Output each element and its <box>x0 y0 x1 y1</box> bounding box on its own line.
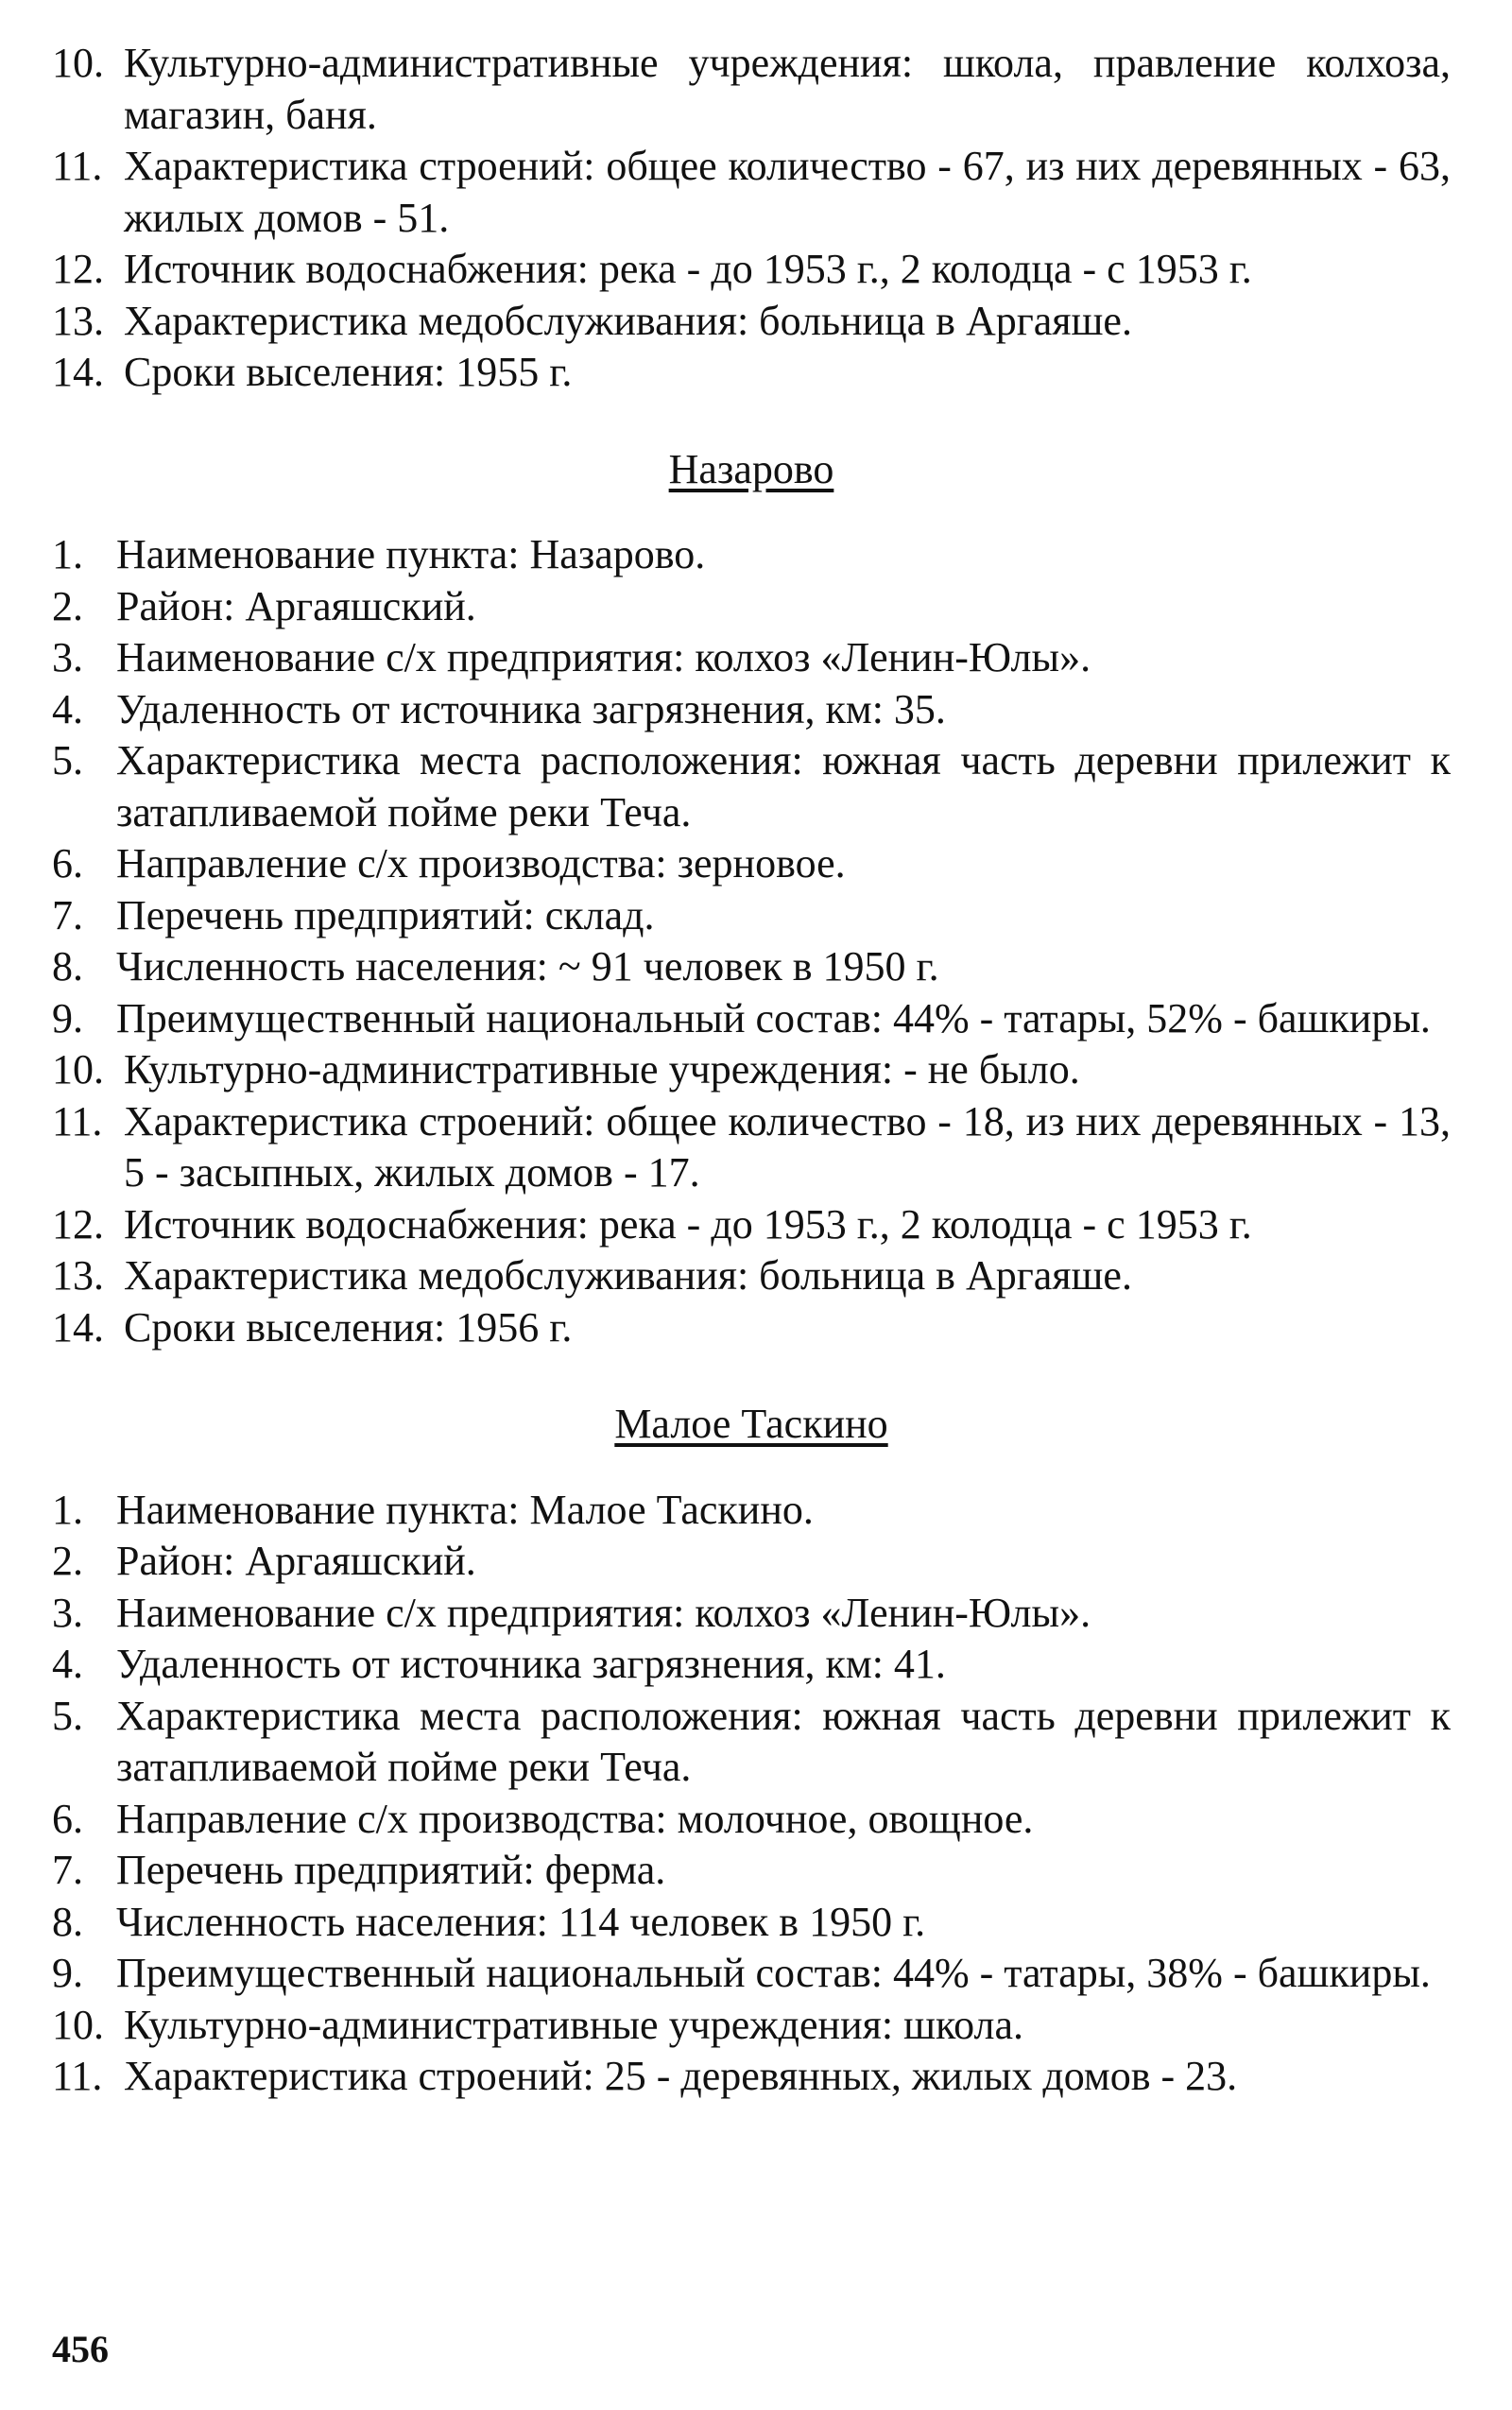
item-text: Характеристика строений: общее количество - 18, из них деревянных - 13, 5 - засыпных, жилых домов - 17. <box>124 1097 1451 1196</box>
item-text: Сроки выселения: 1956 г. <box>124 1303 573 1351</box>
item-text: Наименование пункта: Назарово. <box>116 531 706 577</box>
list-item <box>52 1302 1451 1354</box>
list-item <box>52 684 1451 736</box>
list-item <box>52 296 1451 348</box>
item-number: 4. <box>52 685 83 732</box>
list-item <box>52 1794 1451 1846</box>
item-number: 13. <box>52 297 104 344</box>
item-text: Преимущественный национальный состав: 44% - татары, 38% - башкиры. <box>116 1950 1431 1996</box>
item-number: 14. <box>52 349 104 395</box>
item-number: 14. <box>52 1303 104 1351</box>
list-item <box>52 244 1451 296</box>
list-item <box>52 1096 1451 1199</box>
item-text: Район: Аргаяшский. <box>116 1538 476 1584</box>
item-number: 10. <box>52 2001 104 2048</box>
item-number: 2. <box>52 1538 83 1584</box>
item-text: Преимущественный национальный состав: 44% - татары, 52% - башкиры. <box>116 994 1431 1041</box>
item-number: 3. <box>52 1589 83 1636</box>
section-title-maloe-taskino: Малое Таскино <box>614 1401 888 1447</box>
list-item <box>52 838 1451 890</box>
item-number: 13. <box>52 1252 104 1299</box>
item-number: 9. <box>52 994 83 1041</box>
item-number: 3. <box>52 634 83 680</box>
list-item <box>52 1639 1451 1691</box>
item-text: Перечень предприятий: ферма. <box>116 1847 666 1893</box>
list-item <box>52 1691 1451 1794</box>
item-text: Перечень предприятий: склад. <box>116 891 655 938</box>
list-item <box>52 347 1451 399</box>
list-item <box>52 529 1451 581</box>
item-text: Источник водоснабжения: река - до 1953 г., 2 колодца - с 1953 г. <box>124 246 1252 292</box>
page-number: 456 <box>52 2328 109 2370</box>
item-text: Характеристика строений: 25 - деревянных, жилых домов - 23. <box>124 2053 1238 2099</box>
item-text: Наименование с/х предприятия: колхоз «Ленин-Юлы». <box>116 1589 1091 1636</box>
item-number: 8. <box>52 1898 83 1945</box>
section-title-nazarovo: Назарово <box>668 445 834 492</box>
item-number: 4. <box>52 1641 83 1687</box>
item-text: Характеристика строений: общее количество - 67, из них деревянных - 63, жилых домов - 51. <box>124 143 1451 241</box>
item-number: 1. <box>52 531 83 577</box>
list-item <box>52 1199 1451 1251</box>
list-item <box>52 632 1451 684</box>
item-text: Район: Аргаяшский. <box>116 582 476 629</box>
previous-settlement-continuation <box>52 38 1451 399</box>
item-number: 9. <box>52 1950 83 1996</box>
list-item <box>52 1044 1451 1096</box>
list-item <box>52 1250 1451 1302</box>
item-number: 10. <box>52 1046 104 1093</box>
list-item <box>52 2000 1451 2052</box>
item-number: 8. <box>52 943 83 990</box>
item-text: Сроки выселения: 1955 г. <box>124 349 573 395</box>
item-text: Источник водоснабжения: река - до 1953 г., 2 колодца - с 1953 г. <box>124 1200 1252 1248</box>
item-text: Удаленность от источника загрязнения, км: 41. <box>116 1641 946 1687</box>
item-text: Культурно-административные учреждения: школа. <box>124 2001 1024 2048</box>
item-text: Численность населения: 114 человек в 1950 г. <box>116 1898 926 1945</box>
item-text: Наименование пункта: Малое Таскино. <box>116 1486 814 1533</box>
item-number: 1. <box>52 1486 83 1533</box>
item-number: 7. <box>52 1847 83 1893</box>
list-item <box>52 941 1451 993</box>
list-item <box>52 1948 1451 2000</box>
list-item <box>52 890 1451 942</box>
item-number: 12. <box>52 1200 104 1248</box>
list-item <box>52 581 1451 633</box>
item-text: Характеристика медобслуживания: больница в Аргаяше. <box>124 297 1132 344</box>
list-item <box>52 141 1451 244</box>
item-text: Характеристика медобслуживания: больница в Аргаяше. <box>124 1252 1132 1299</box>
item-text: Характеристика места расположения: южная часть деревни прилежит к затапливаемой пойме реки Теча. <box>116 1692 1451 1790</box>
item-number: 11. <box>52 1097 103 1145</box>
item-text: Численность населения: ~ 91 человек в 1950 г. <box>116 943 939 990</box>
nazarovo-list <box>52 529 1451 1353</box>
list-item <box>52 2051 1451 2103</box>
maloe-taskino-list <box>52 1485 1451 2103</box>
item-text: Направление с/х производства: молочное, овощное. <box>116 1795 1034 1842</box>
item-number: 6. <box>52 1795 83 1842</box>
item-number: 7. <box>52 891 83 938</box>
item-text: Культурно-административные учреждения: - не было. <box>124 1046 1080 1093</box>
list-item <box>52 1845 1451 1897</box>
item-number: 6. <box>52 840 83 887</box>
item-number: 2. <box>52 582 83 629</box>
list-item <box>52 735 1451 838</box>
item-number: 5. <box>52 1692 83 1739</box>
item-number: 11. <box>52 143 103 189</box>
item-number: 11. <box>52 2053 103 2099</box>
list-item <box>52 1536 1451 1588</box>
item-number: 10. <box>52 40 104 86</box>
item-text: Удаленность от источника загрязнения, км: 35. <box>116 685 946 732</box>
item-number: 5. <box>52 737 83 783</box>
item-text: Наименование с/х предприятия: колхоз «Ленин-Юлы». <box>116 634 1091 680</box>
list-item <box>52 1897 1451 1949</box>
item-number: 12. <box>52 246 104 292</box>
item-text: Направление с/х производства: зерновое. <box>116 840 846 887</box>
list-item <box>52 38 1451 141</box>
list-item <box>52 1485 1451 1537</box>
item-text: Культурно-административные учреждения: школа, правление колхоза, магазин, баня. <box>124 40 1451 138</box>
item-text: Характеристика места расположения: южная часть деревни прилежит к затапливаемой пойме реки Теча. <box>116 737 1451 835</box>
document-page <box>52 38 1451 2103</box>
list-item <box>52 993 1451 1045</box>
list-item <box>52 1588 1451 1640</box>
